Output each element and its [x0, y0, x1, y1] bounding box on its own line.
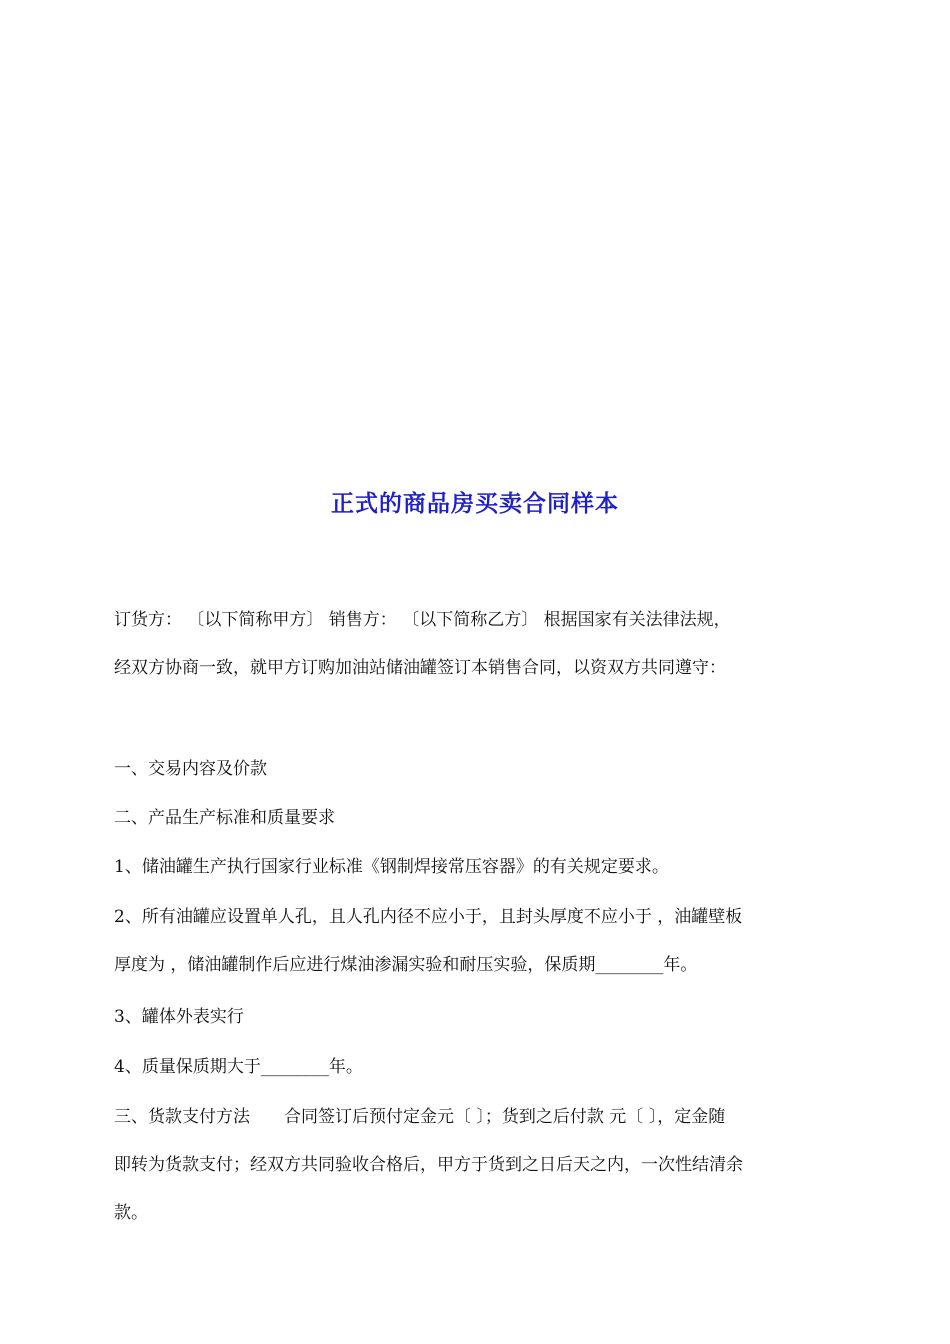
- section-1-heading: [114, 745, 836, 793]
- intro-paragraph: [114, 596, 836, 692]
- section-3-line-1: 三、货款支付方法 合同签订后预付定金元〔 〕；货到之后付款 元〔 〕，定金随: [114, 1107, 726, 1127]
- item-4-text: 4、质量保质期大于________年。: [114, 1057, 363, 1077]
- item-1-text: 1、储油罐生产执行国家行业标准《钢制焊接常压容器》的有关规定要求。: [114, 857, 669, 877]
- section-3-line-2: 即转为货款支付；经双方共同验收合格后，甲方于货到之日后天之内，一次性结清余: [114, 1155, 743, 1175]
- item-3: [114, 993, 836, 1041]
- intro-line-2: 经双方协商一致，就甲方订购加油站储油罐签订本销售合同，以资双方共同遵守：: [114, 658, 726, 678]
- section-2-text: 二、产品生产标准和质量要求: [114, 808, 335, 828]
- intro-line-1: 订货方： 〔以下简称甲方〕 销售方： 〔以下简称乙方〕 根据国家有关法律法规，: [114, 610, 731, 630]
- section-1-text: 一、交易内容及价款: [114, 759, 267, 779]
- item-1: [114, 843, 836, 891]
- section-2-heading: [114, 794, 836, 842]
- item-2-line-2: 厚度为 ，储油罐制作后应进行煤油渗漏实验和耐压实验，保质期________年。: [114, 955, 698, 975]
- item-3-text: 3、罐体外表实行: [114, 1007, 244, 1027]
- document-title: 正式的商品房买卖合同样本: [331, 491, 619, 517]
- section-3: [114, 1093, 836, 1237]
- section-3-line-3: 款。: [114, 1203, 148, 1223]
- item-2-line-1: 2、所有油罐应设置单人孔，且人孔内径不应小于，且封头厚度不应小于 ，油罐壁板: [114, 907, 743, 927]
- item-2: [114, 893, 836, 989]
- item-4: [114, 1043, 836, 1091]
